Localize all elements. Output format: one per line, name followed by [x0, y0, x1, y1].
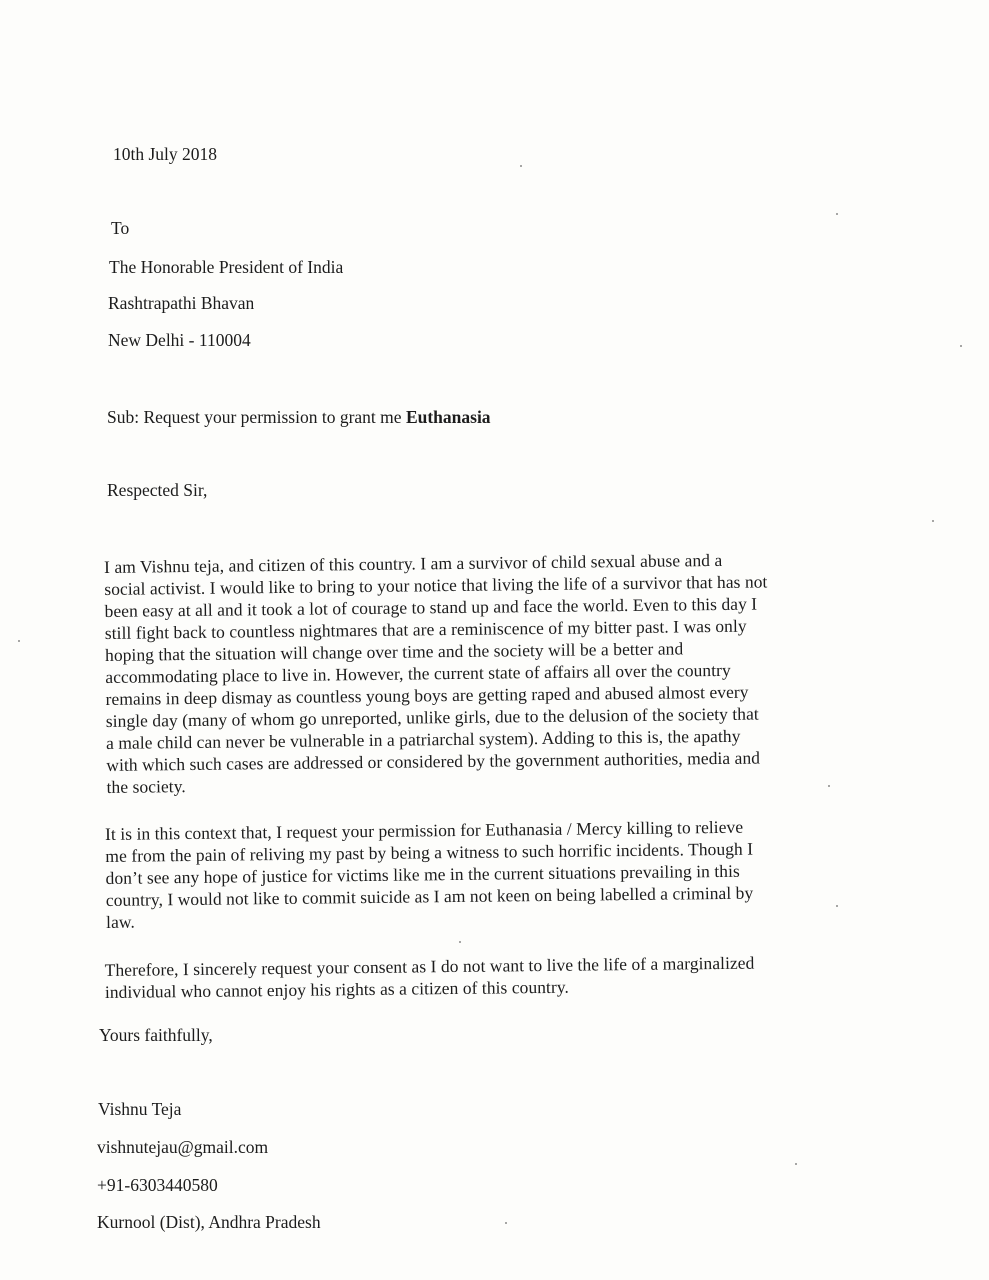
subject-prefix: Sub: Request your permission to grant me: [107, 407, 406, 427]
signature-phone: +91-6303440580: [97, 1175, 218, 1195]
paragraph1-line: I am Vishnu teja, and citizen of this country. I am a survivor of child sexual abuse and a: [103, 549, 723, 577]
paragraph1-line: still fight back to countless nightmares that are a reminiscence of my bitter past. I was only: [104, 615, 747, 643]
paragraph2-line: country, I would not like to commit suicide as I am not keen on being labelled a criminal by: [105, 882, 754, 910]
paragraph1-line: remains in deep dismay as countless young boys are getting raped and abused almost every: [105, 681, 749, 709]
paragraph1-line: a male child can never be vulnerable in a patriarchal system). Adding to this is, the apathy: [105, 725, 741, 753]
recipient-address-line1: Rashtrapathi Bhavan: [108, 293, 255, 313]
paragraph1-line: accommodating place to live in. However, the current state of affairs all over the country: [105, 659, 731, 687]
paragraph1-line: been easy at all and it took a lot of courage to stand up and face the world. Even to this day I: [104, 593, 758, 621]
signature-name: Vishnu Teja: [98, 1099, 182, 1119]
paragraph1-line: single day (many of whom go unreported, unlike girls, due to the delusion of the society that: [105, 703, 759, 731]
paragraph3-line: Therefore, I sincerely request your consent as I do not want to live the life of a marginalized: [104, 952, 755, 980]
paragraph1-line: social activist. I would like to bring to your notice that living the life of a survivor that has not: [104, 571, 768, 599]
paragraph1-line: with which such cases are addressed or considered by the government authorities, media and: [106, 747, 761, 775]
paragraph2-line: me from the pain of reliving my past by being a witness to such horrific incidents. Though I: [105, 838, 754, 866]
subject-emphasis: Euthanasia: [405, 407, 491, 427]
recipient-name: The Honorable President of India: [109, 257, 344, 277]
paragraph3-line: individual who cannot enjoy his rights as a citizen of this country.: [104, 976, 569, 1002]
letter-date: 10th July 2018: [113, 144, 218, 164]
recipient-to: To: [111, 218, 130, 238]
paragraph2-line: law.: [105, 911, 135, 932]
signature-location: Kurnool (Dist), Andhra Pradesh: [97, 1212, 321, 1232]
paragraph2-line: It is in this context that, I request your permission for Euthanasia / Mercy killing to relieve: [104, 816, 744, 844]
recipient-address-line2: New Delhi - 110004: [108, 330, 251, 350]
paragraph1-line: hoping that the situation will change over time and the society will be a better and: [104, 638, 684, 665]
salutation: Respected Sir,: [107, 480, 208, 500]
signature-email: vishnutejau@gmail.com: [97, 1137, 269, 1157]
paragraph2-line: don’t see any hope of justice for victims like me in the current situations prevailing in this: [105, 860, 740, 888]
paragraph1-line: the society.: [106, 776, 186, 797]
closing: Yours faithfully,: [99, 1025, 213, 1045]
